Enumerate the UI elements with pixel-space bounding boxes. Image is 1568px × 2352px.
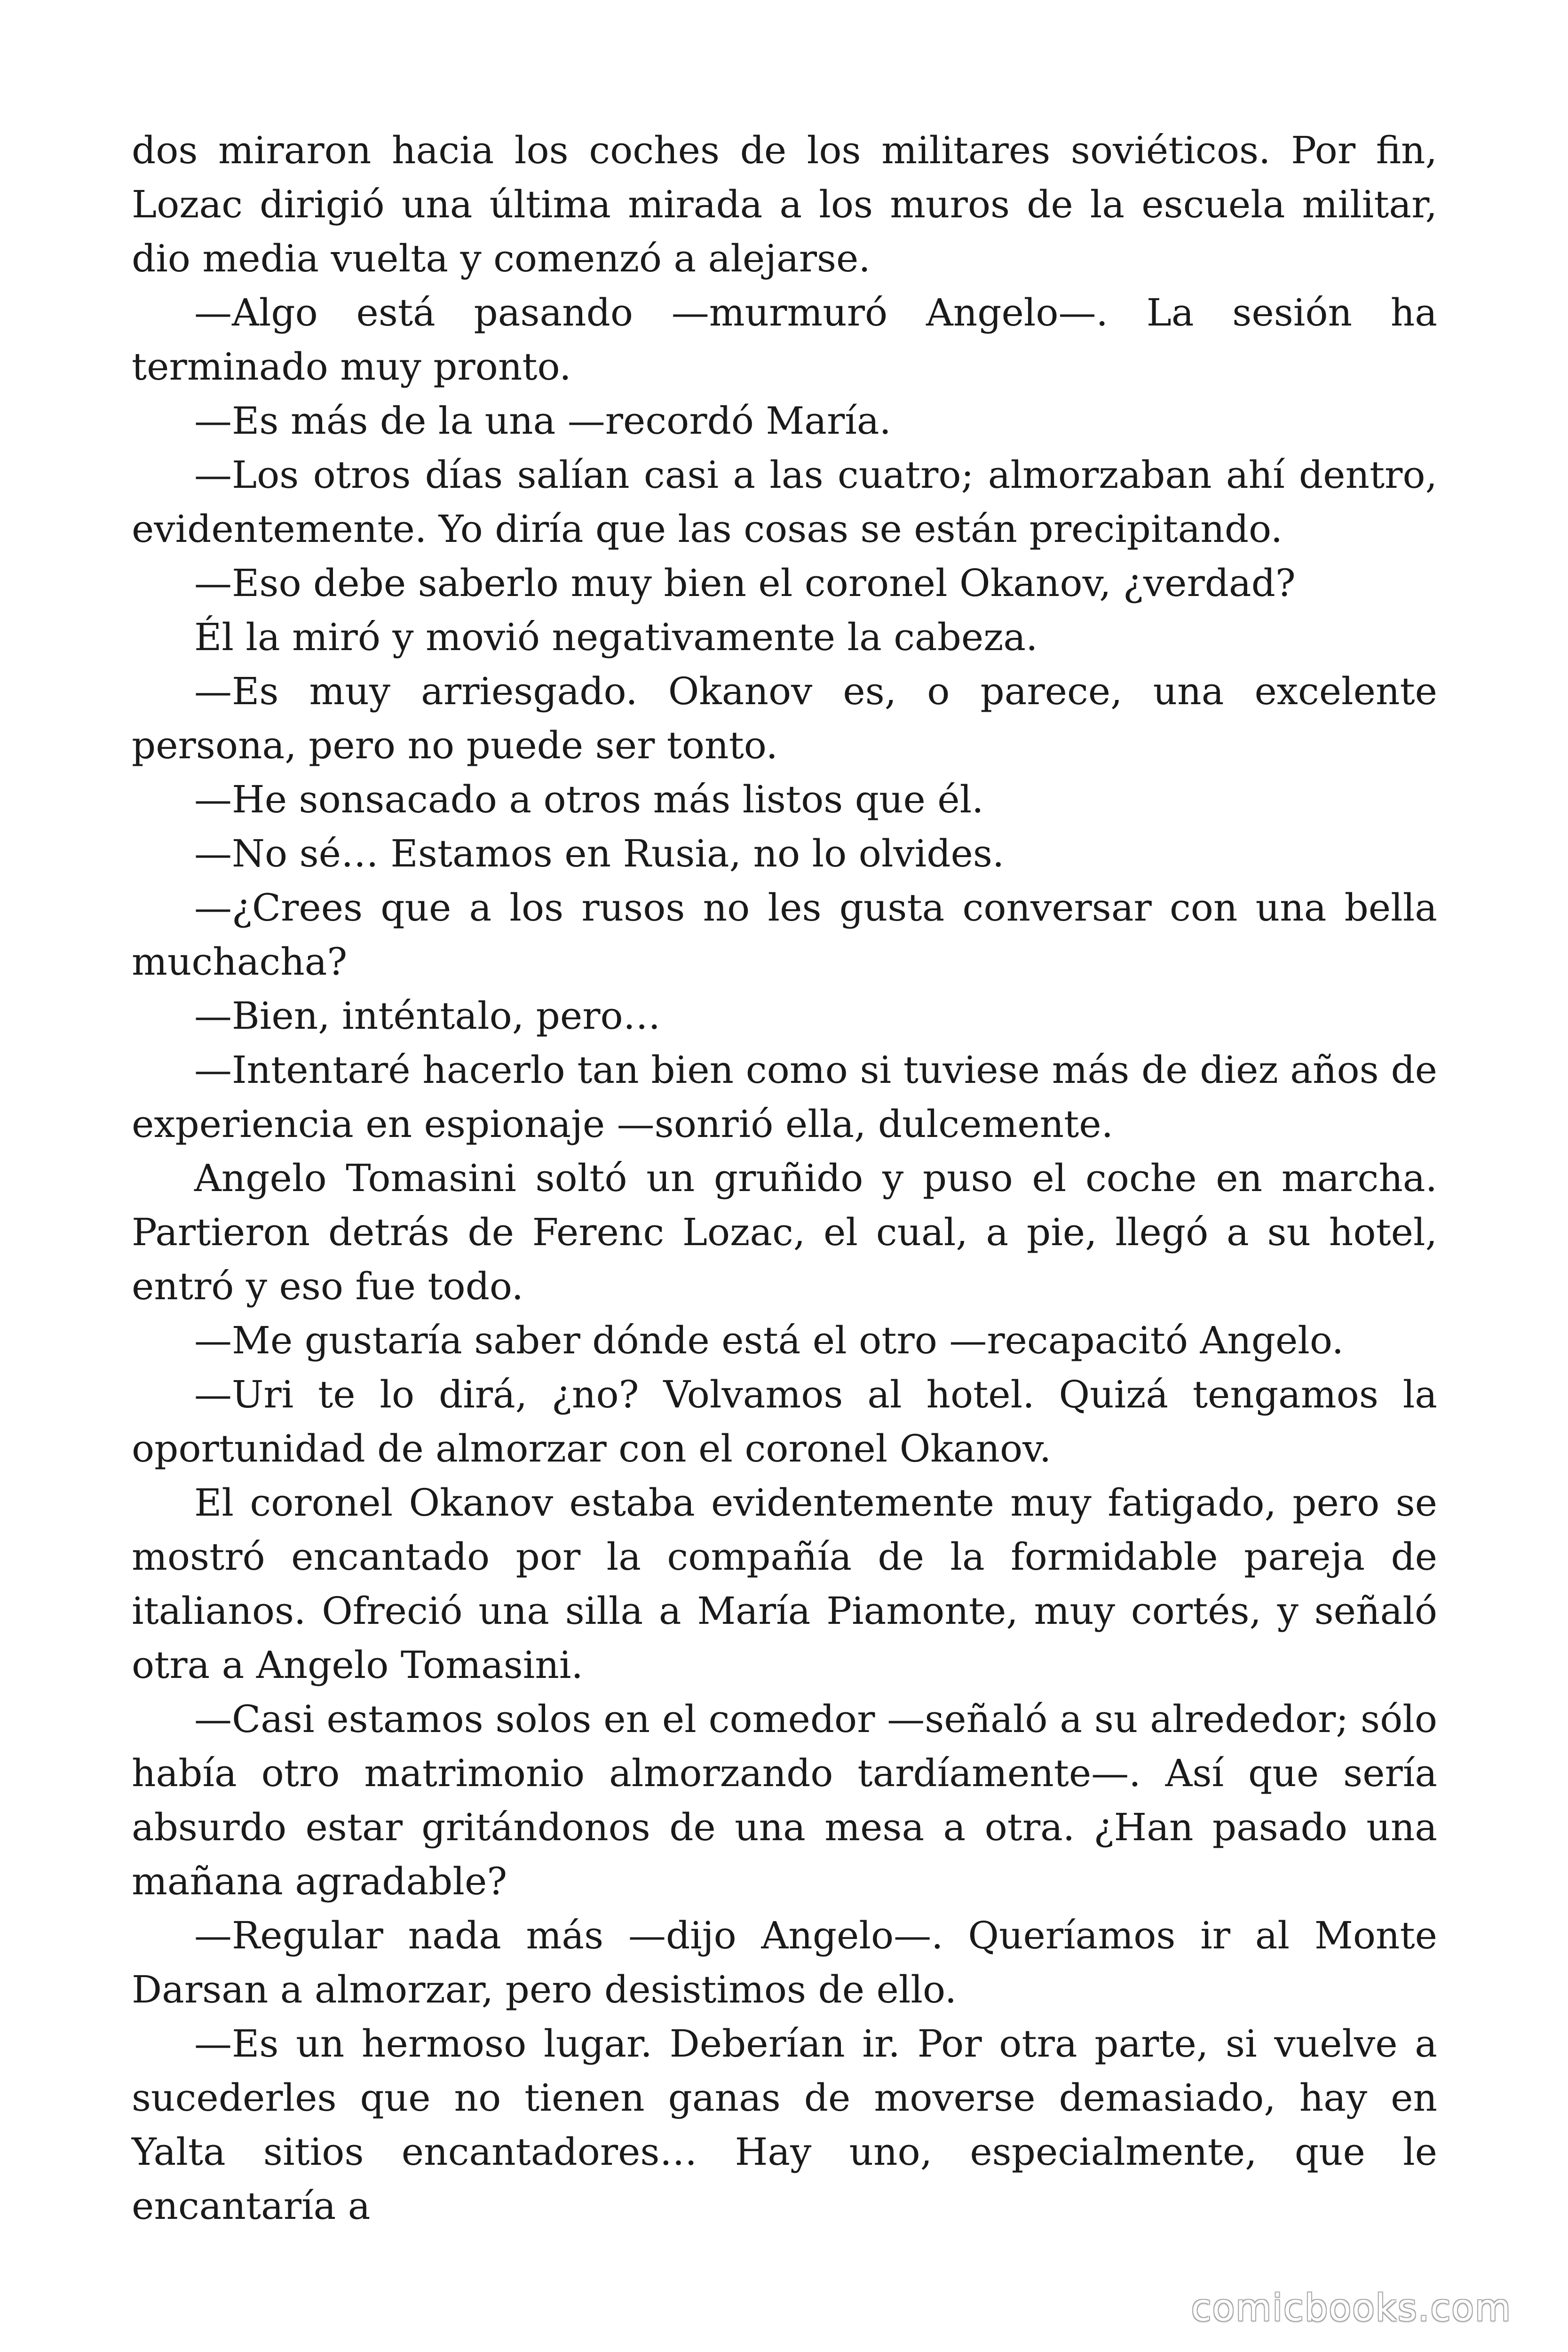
paragraph: —¿Crees que a los rusos no les gusta conversar con una bella muchacha? — [132, 886, 1437, 984]
paragraph: Él la miró y movió negativamente la cabeza. — [194, 615, 1038, 659]
paragraph: —Es muy arriesgado. Okanov es, o parece, una excelente persona, pero no puede ser tonto. — [132, 669, 1437, 767]
paragraph: —Los otros días salían casi a las cuatro; almorzaban ahí dentro, evidentemente. Yo diría que las cosas se están precipitando. — [132, 453, 1437, 551]
watermark: comicbooks.com — [1191, 2287, 1512, 2329]
paragraph: —Me gustaría saber dónde está el otro —recapacitó Angelo. — [194, 1319, 1344, 1362]
paragraph-continuation: dos miraron hacia los coches de los militares soviéticos. Por fin, Lozac dirigió una última mirada a los muros de la escuela militar, dio media vuelta y comenzó a alejarse. — [132, 128, 1437, 280]
paragraph: —Intentaré hacerlo tan bien como si tuviese más de diez años de experiencia en espionaje —sonrió ella, dulcemente. — [132, 1048, 1437, 1146]
paragraph: —No sé… Estamos en Rusia, no lo olvides. — [194, 832, 1005, 875]
paragraph: —Eso debe saberlo muy bien el coronel Okanov, ¿verdad? — [194, 561, 1296, 605]
paragraph: —Casi estamos solos en el comedor —señaló a su alrededor; sólo había otro matrimonio almorzando tardíamente—. Así que sería absurdo estar gritándonos de una mesa a otra. ¿Han pasado una mañana agradable? — [132, 1697, 1437, 1903]
paragraph: —Bien, inténtalo, pero… — [194, 994, 661, 1038]
paragraph: —Uri te lo dirá, ¿no? Volvamos al hotel. Quizá tengamos la oportunidad de almorzar con el coronel Okanov. — [132, 1373, 1437, 1470]
paragraph: —He sonsacado a otros más listos que él. — [194, 778, 984, 821]
paragraph: El coronel Okanov estaba evidentemente muy fatigado, pero se mostró encantado por la compañía de la formidable pareja de italianos. Ofreció una silla a María Piamonte, muy cortés, y señaló otra a Angelo Tomasini. — [132, 1481, 1437, 1687]
paragraph: Angelo Tomasini soltó un gruñido y puso el coche en marcha. Partieron detrás de Ferenc Lozac, el cual, a pie, llegó a su hotel, entró y eso fue todo. — [132, 1156, 1437, 1308]
paragraph: —Regular nada más —dijo Angelo—. Queríamos ir al Monte Darsan a almorzar, pero desistimos de ello. — [132, 1914, 1437, 2011]
paragraph: —Algo está pasando —murmuró Angelo—. La sesión ha terminado muy pronto. — [132, 291, 1437, 389]
body-text — [132, 123, 1437, 2233]
paragraph: —Es un hermoso lugar. Deberían ir. Por otra parte, si vuelve a sucederles que no tienen ganas de moverse demasiado, hay en Yalta sitios encantadores… Hay uno, especialmente, que le encantaría a — [132, 2022, 1437, 2228]
paragraph: —Es más de la una —recordó María. — [194, 399, 891, 443]
